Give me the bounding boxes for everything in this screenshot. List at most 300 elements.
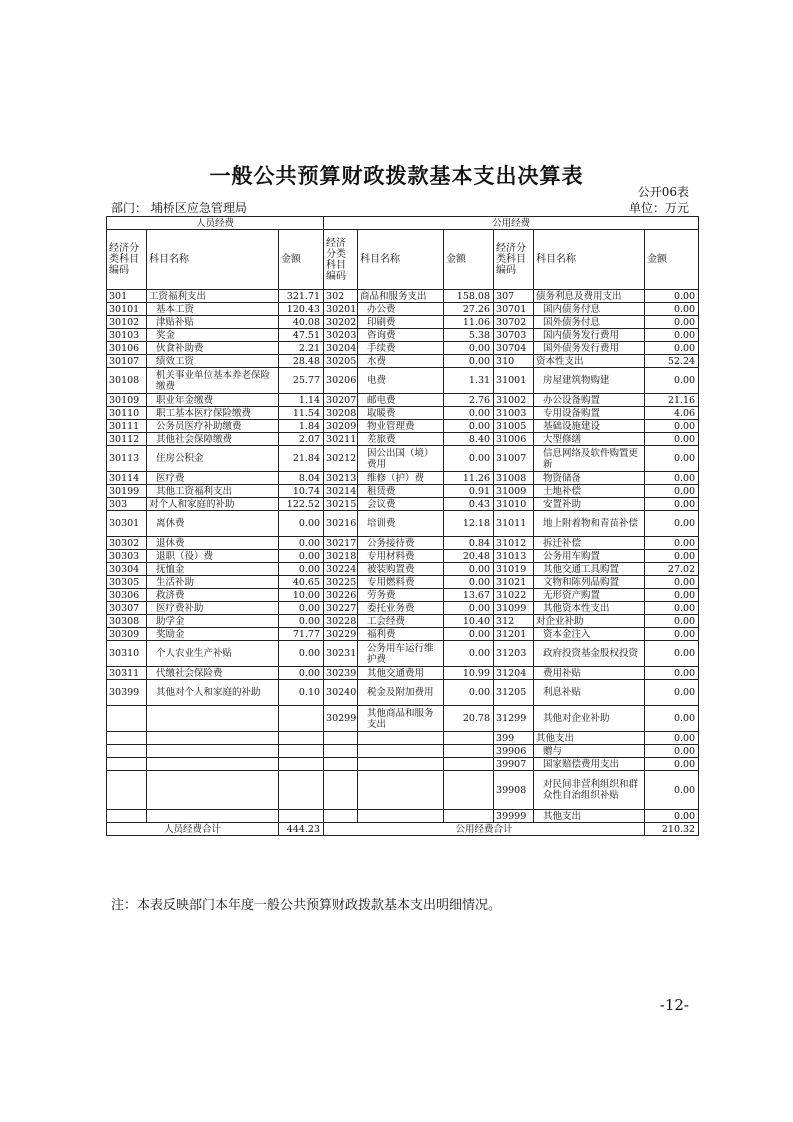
code-cell: 30702: [494, 316, 534, 329]
name-cell: 信息网络及软件购置更新: [534, 446, 645, 472]
name-cell: 取暖费: [358, 407, 444, 420]
name-cell: 物业管理费: [358, 420, 444, 433]
name-cell: 国外债务付息: [534, 316, 645, 329]
amount-cell: 0.00: [645, 303, 699, 316]
name-cell: 大型修缮: [534, 433, 645, 446]
code-cell: 30203: [324, 329, 358, 342]
amount-cell: 0.00: [444, 641, 494, 667]
amount-cell: 13.67: [444, 589, 494, 602]
amount-cell: 0.00: [645, 472, 699, 485]
amount-cell: 0.00: [645, 706, 699, 732]
name-cell: 物资储备: [534, 472, 645, 485]
code-cell: 30231: [324, 641, 358, 667]
name-cell: 其他对个人和家庭的补助: [147, 680, 279, 706]
name-cell: 其他交通费用: [358, 667, 444, 680]
name-cell: 绩效工资: [147, 355, 279, 368]
table-row: [107, 563, 699, 576]
amount-cell: 28.48: [279, 355, 324, 368]
name-cell: 地上附着物和青苗补偿: [534, 511, 645, 537]
code-cell: 30240: [324, 680, 358, 706]
name-cell: 医疗费: [147, 472, 279, 485]
name-cell: 会议费: [358, 498, 444, 511]
code-cell: 30225: [324, 576, 358, 589]
amount-cell: 0.00: [645, 446, 699, 472]
code-cell: 30229: [324, 628, 358, 641]
name-cell: 土地补偿: [534, 485, 645, 498]
code-cell: 31002: [494, 394, 534, 407]
amount-cell: 0.00: [645, 537, 699, 550]
code-cell: 30299: [324, 706, 358, 732]
code-cell: 30212: [324, 446, 358, 472]
amount-cell: 0.00: [444, 576, 494, 589]
code-cell: 30209: [324, 420, 358, 433]
code-cell: 31003: [494, 407, 534, 420]
table-row: [107, 329, 699, 342]
code-cell: 399: [494, 732, 534, 745]
amount-cell: 0.00: [645, 498, 699, 511]
name-cell: 退休费: [147, 537, 279, 550]
name-cell: 工资福利支出: [147, 290, 279, 303]
code-cell: 301: [107, 290, 147, 303]
name-cell: 安置补助: [534, 498, 645, 511]
amount-cell: 0.00: [444, 355, 494, 368]
name-cell: 其他交通工具购置: [534, 563, 645, 576]
amount-cell: 0.00: [645, 316, 699, 329]
amount-cell: 21.84: [279, 446, 324, 472]
code-cell: 30199: [107, 485, 147, 498]
unit-label: 单位：万元: [628, 201, 689, 215]
code-cell: 31099: [494, 602, 534, 615]
amount-cell: 0.00: [645, 810, 699, 823]
amount-cell: [279, 745, 324, 758]
code-cell: [107, 810, 147, 823]
name-cell: 抚恤金: [147, 563, 279, 576]
column-header-amount: 金额: [279, 230, 324, 290]
amount-cell: 0.00: [444, 602, 494, 615]
code-cell: 30309: [107, 628, 147, 641]
amount-cell: 0.00: [279, 667, 324, 680]
name-cell: 费用补贴: [534, 667, 645, 680]
amount-cell: 0.00: [645, 589, 699, 602]
code-cell: 30109: [107, 394, 147, 407]
table-row: [107, 498, 699, 511]
name-cell: 培训费: [358, 511, 444, 537]
name-cell: 救济费: [147, 589, 279, 602]
name-cell: 拆迁补偿: [534, 537, 645, 550]
code-cell: 31005: [494, 420, 534, 433]
amount-cell: [444, 745, 494, 758]
table-row: [107, 667, 699, 680]
amount-cell: [444, 810, 494, 823]
public-total-amount: 210.32: [645, 823, 699, 836]
amount-cell: 20.48: [444, 550, 494, 563]
name-cell: 被装购置费: [358, 563, 444, 576]
column-header-name: 科目名称: [147, 230, 279, 290]
table-row: [107, 472, 699, 485]
code-cell: 30213: [324, 472, 358, 485]
name-cell: 职业年金缴费: [147, 394, 279, 407]
amount-cell: 2.07: [279, 433, 324, 446]
table-row: [107, 485, 699, 498]
personnel-total-amount: 444.23: [279, 823, 324, 836]
code-cell: 30307: [107, 602, 147, 615]
amount-cell: 11.26: [444, 472, 494, 485]
amount-cell: 0.00: [444, 628, 494, 641]
amount-cell: 0.00: [279, 602, 324, 615]
name-cell: 委托业务费: [358, 602, 444, 615]
code-cell: [324, 810, 358, 823]
name-cell: [147, 732, 279, 745]
name-cell: 电费: [358, 368, 444, 394]
table-row: [107, 420, 699, 433]
amount-cell: 12.18: [444, 511, 494, 537]
name-cell: 其他对企业补助: [534, 706, 645, 732]
name-cell: 维修（护）费: [358, 472, 444, 485]
name-cell: 房屋建筑物购建: [534, 368, 645, 394]
group-header-public: 公用经费: [324, 217, 699, 230]
amount-cell: 321.71: [279, 290, 324, 303]
amount-cell: 52.24: [645, 355, 699, 368]
code-cell: 31204: [494, 667, 534, 680]
page-number: -12-: [659, 996, 689, 1014]
code-cell: 31009: [494, 485, 534, 498]
code-cell: 30205: [324, 355, 358, 368]
amount-cell: 0.00: [645, 667, 699, 680]
code-cell: 30215: [324, 498, 358, 511]
amount-cell: [279, 758, 324, 771]
form-number: 公开06表: [637, 185, 689, 199]
name-cell: 赠与: [534, 745, 645, 758]
column-header-amount: 金额: [444, 230, 494, 290]
table-row: [107, 433, 699, 446]
table-row: [107, 758, 699, 771]
code-cell: 39999: [494, 810, 534, 823]
amount-cell: 0.00: [645, 368, 699, 394]
name-cell: 生活补助: [147, 576, 279, 589]
table-row: [107, 706, 699, 732]
amount-cell: 25.77: [279, 368, 324, 394]
name-cell: 对个人和家庭的补助: [147, 498, 279, 511]
table-row: [107, 407, 699, 420]
code-cell: 30113: [107, 446, 147, 472]
amount-cell: 0.00: [645, 602, 699, 615]
amount-cell: 4.06: [645, 407, 699, 420]
amount-cell: 21.16: [645, 394, 699, 407]
name-cell: 对企业补助: [534, 615, 645, 628]
amount-cell: 0.00: [279, 615, 324, 628]
code-cell: 30228: [324, 615, 358, 628]
code-cell: 30216: [324, 511, 358, 537]
name-cell: 债务利息及费用支出: [534, 290, 645, 303]
name-cell: 其他社会保障缴费: [147, 433, 279, 446]
code-cell: [324, 732, 358, 745]
code-cell: 30211: [324, 433, 358, 446]
name-cell: 公务接待费: [358, 537, 444, 550]
amount-cell: [444, 758, 494, 771]
code-cell: 31010: [494, 498, 534, 511]
code-cell: 30701: [494, 303, 534, 316]
table-row: [107, 537, 699, 550]
amount-cell: 0.00: [444, 680, 494, 706]
amount-cell: 0.00: [645, 485, 699, 498]
amount-cell: 0.00: [645, 433, 699, 446]
table-row: [107, 628, 699, 641]
code-cell: [107, 771, 147, 810]
amount-cell: 27.26: [444, 303, 494, 316]
name-cell: 个人农业生产补贴: [147, 641, 279, 667]
code-cell: 30114: [107, 472, 147, 485]
code-cell: 30103: [107, 329, 147, 342]
amount-cell: 0.00: [645, 420, 699, 433]
name-cell: 奖金: [147, 329, 279, 342]
amount-cell: 0.00: [645, 511, 699, 537]
code-cell: 30305: [107, 576, 147, 589]
amount-cell: 8.40: [444, 433, 494, 446]
amount-cell: 40.08: [279, 316, 324, 329]
amount-cell: 10.99: [444, 667, 494, 680]
code-cell: 31007: [494, 446, 534, 472]
code-cell: 31203: [494, 641, 534, 667]
name-cell: 办公费: [358, 303, 444, 316]
amount-cell: 0.00: [645, 615, 699, 628]
code-cell: 307: [494, 290, 534, 303]
amount-cell: 20.78: [444, 706, 494, 732]
amount-cell: 11.06: [444, 316, 494, 329]
amount-cell: 0.00: [645, 680, 699, 706]
code-cell: 310: [494, 355, 534, 368]
code-cell: 31299: [494, 706, 534, 732]
column-header-row: [107, 230, 699, 290]
public-total-label: 公用经费合计: [324, 823, 645, 836]
amount-cell: 120.43: [279, 303, 324, 316]
name-cell: 对民间非营利组织和群众性自治组织补贴: [534, 771, 645, 810]
code-cell: 30107: [107, 355, 147, 368]
column-header-code: 经济分类科目编码: [324, 230, 358, 290]
code-cell: 30108: [107, 368, 147, 394]
name-cell: 劳务费: [358, 589, 444, 602]
personnel-total-label: 人员经费合计: [107, 823, 279, 836]
name-cell: 基础设施建设: [534, 420, 645, 433]
code-cell: 39907: [494, 758, 534, 771]
table-row: [107, 810, 699, 823]
name-cell: 无形资产购置: [534, 589, 645, 602]
name-cell: 税金及附加费用: [358, 680, 444, 706]
table-row: [107, 680, 699, 706]
code-cell: 31011: [494, 511, 534, 537]
code-cell: 30703: [494, 329, 534, 342]
code-cell: 30301: [107, 511, 147, 537]
code-cell: 30704: [494, 342, 534, 355]
code-cell: 30218: [324, 550, 358, 563]
name-cell: 专用燃料费: [358, 576, 444, 589]
amount-cell: 10.40: [444, 615, 494, 628]
amount-cell: 0.84: [444, 537, 494, 550]
code-cell: 30106: [107, 342, 147, 355]
amount-cell: 47.51: [279, 329, 324, 342]
table-row: [107, 589, 699, 602]
code-cell: 30308: [107, 615, 147, 628]
amount-cell: 0.00: [645, 758, 699, 771]
name-cell: 其他资本性支出: [534, 602, 645, 615]
table-row: [107, 446, 699, 472]
column-header-name: 科目名称: [534, 230, 645, 290]
table-row: [107, 550, 699, 563]
amount-cell: 0.00: [279, 641, 324, 667]
group-header-personnel: 人员经费: [107, 217, 324, 230]
amount-cell: 0.91: [444, 485, 494, 498]
name-cell: 专用材料费: [358, 550, 444, 563]
code-cell: 30310: [107, 641, 147, 667]
name-cell: [358, 758, 444, 771]
code-cell: 30311: [107, 667, 147, 680]
table-row: [107, 576, 699, 589]
column-header-code: 经济分类科目编码: [494, 230, 534, 290]
amount-cell: 0.00: [444, 407, 494, 420]
amount-cell: 0.00: [444, 342, 494, 355]
code-cell: 30214: [324, 485, 358, 498]
name-cell: 公务用车购置: [534, 550, 645, 563]
code-cell: [324, 758, 358, 771]
name-cell: 伙食补助费: [147, 342, 279, 355]
name-cell: 水费: [358, 355, 444, 368]
table-row: [107, 316, 699, 329]
name-cell: 差旅费: [358, 433, 444, 446]
name-cell: 国外债务发行费用: [534, 342, 645, 355]
code-cell: 30226: [324, 589, 358, 602]
amount-cell: [444, 771, 494, 810]
amount-cell: 0.00: [645, 628, 699, 641]
code-cell: 303: [107, 498, 147, 511]
name-cell: 机关事业单位基本养老保险缴费: [147, 368, 279, 394]
amount-cell: 158.08: [444, 290, 494, 303]
name-cell: 代缴社会保险费: [147, 667, 279, 680]
amount-cell: 0.00: [645, 342, 699, 355]
table-row: [107, 602, 699, 615]
name-cell: [147, 745, 279, 758]
name-cell: 奖励金: [147, 628, 279, 641]
amount-cell: 1.14: [279, 394, 324, 407]
name-cell: 基本工资: [147, 303, 279, 316]
code-cell: 39908: [494, 771, 534, 810]
amount-cell: 11.54: [279, 407, 324, 420]
table-row: [107, 355, 699, 368]
name-cell: 其他支出: [534, 810, 645, 823]
name-cell: 其他支出: [534, 732, 645, 745]
code-cell: 30111: [107, 420, 147, 433]
code-cell: 31013: [494, 550, 534, 563]
code-cell: 31006: [494, 433, 534, 446]
code-cell: 30306: [107, 589, 147, 602]
code-cell: 30303: [107, 550, 147, 563]
amount-cell: [279, 810, 324, 823]
code-cell: 30207: [324, 394, 358, 407]
name-cell: 手续费: [358, 342, 444, 355]
name-cell: [358, 732, 444, 745]
code-cell: 30206: [324, 368, 358, 394]
code-cell: [107, 758, 147, 771]
name-cell: 津贴补贴: [147, 316, 279, 329]
name-cell: [147, 771, 279, 810]
amount-cell: 0.00: [645, 641, 699, 667]
code-cell: 30110: [107, 407, 147, 420]
table-row: [107, 342, 699, 355]
code-cell: 30217: [324, 537, 358, 550]
name-cell: 专用设备购置: [534, 407, 645, 420]
amount-cell: 0.00: [279, 550, 324, 563]
name-cell: 咨询费: [358, 329, 444, 342]
name-cell: [147, 810, 279, 823]
group-header-row: [107, 217, 699, 230]
name-cell: 文物和陈列品购置: [534, 576, 645, 589]
name-cell: 印刷费: [358, 316, 444, 329]
code-cell: 31205: [494, 680, 534, 706]
amount-cell: [279, 771, 324, 810]
amount-cell: 1.31: [444, 368, 494, 394]
amount-cell: [279, 706, 324, 732]
name-cell: 资本金注入: [534, 628, 645, 641]
code-cell: 31012: [494, 537, 534, 550]
amount-cell: 122.52: [279, 498, 324, 511]
code-cell: 30224: [324, 563, 358, 576]
amount-cell: 40.65: [279, 576, 324, 589]
amount-cell: 10.00: [279, 589, 324, 602]
table-row: [107, 368, 699, 394]
expenditure-table: [106, 216, 699, 836]
amount-cell: 0.00: [444, 446, 494, 472]
amount-cell: 0.00: [645, 771, 699, 810]
name-cell: 助学金: [147, 615, 279, 628]
name-cell: 国内债务付息: [534, 303, 645, 316]
column-header-amount: 金额: [645, 230, 699, 290]
code-cell: 302: [324, 290, 358, 303]
amount-cell: 0.00: [444, 563, 494, 576]
code-cell: 30208: [324, 407, 358, 420]
name-cell: 其他商品和服务支出: [358, 706, 444, 732]
totals-row: [107, 823, 699, 836]
code-cell: [107, 732, 147, 745]
amount-cell: 0.00: [645, 732, 699, 745]
table-row: [107, 394, 699, 407]
amount-cell: 0.00: [645, 576, 699, 589]
name-cell: [358, 771, 444, 810]
code-cell: 30204: [324, 342, 358, 355]
code-cell: 30102: [107, 316, 147, 329]
amount-cell: 0.00: [279, 563, 324, 576]
table-row: [107, 771, 699, 810]
footnote: 注：本表反映部门本年度一般公共预算财政拨款基本支出明细情况。: [111, 898, 502, 913]
name-cell: 政府投资基金股权投资: [534, 641, 645, 667]
name-cell: 离休费: [147, 511, 279, 537]
name-cell: 国内债务发行费用: [534, 329, 645, 342]
amount-cell: [444, 732, 494, 745]
name-cell: 职工基本医疗保险缴费: [147, 407, 279, 420]
code-cell: 31008: [494, 472, 534, 485]
amount-cell: [279, 732, 324, 745]
column-header-name: 科目名称: [358, 230, 444, 290]
code-cell: 30202: [324, 316, 358, 329]
name-cell: 其他工资福利支出: [147, 485, 279, 498]
table-row: [107, 745, 699, 758]
amount-cell: 2.21: [279, 342, 324, 355]
name-cell: 医疗费补助: [147, 602, 279, 615]
amount-cell: 0.00: [279, 511, 324, 537]
amount-cell: 5.38: [444, 329, 494, 342]
amount-cell: 27.02: [645, 563, 699, 576]
table-row: [107, 732, 699, 745]
name-cell: [358, 745, 444, 758]
name-cell: 公务员医疗补助缴费: [147, 420, 279, 433]
amount-cell: 0.00: [444, 420, 494, 433]
